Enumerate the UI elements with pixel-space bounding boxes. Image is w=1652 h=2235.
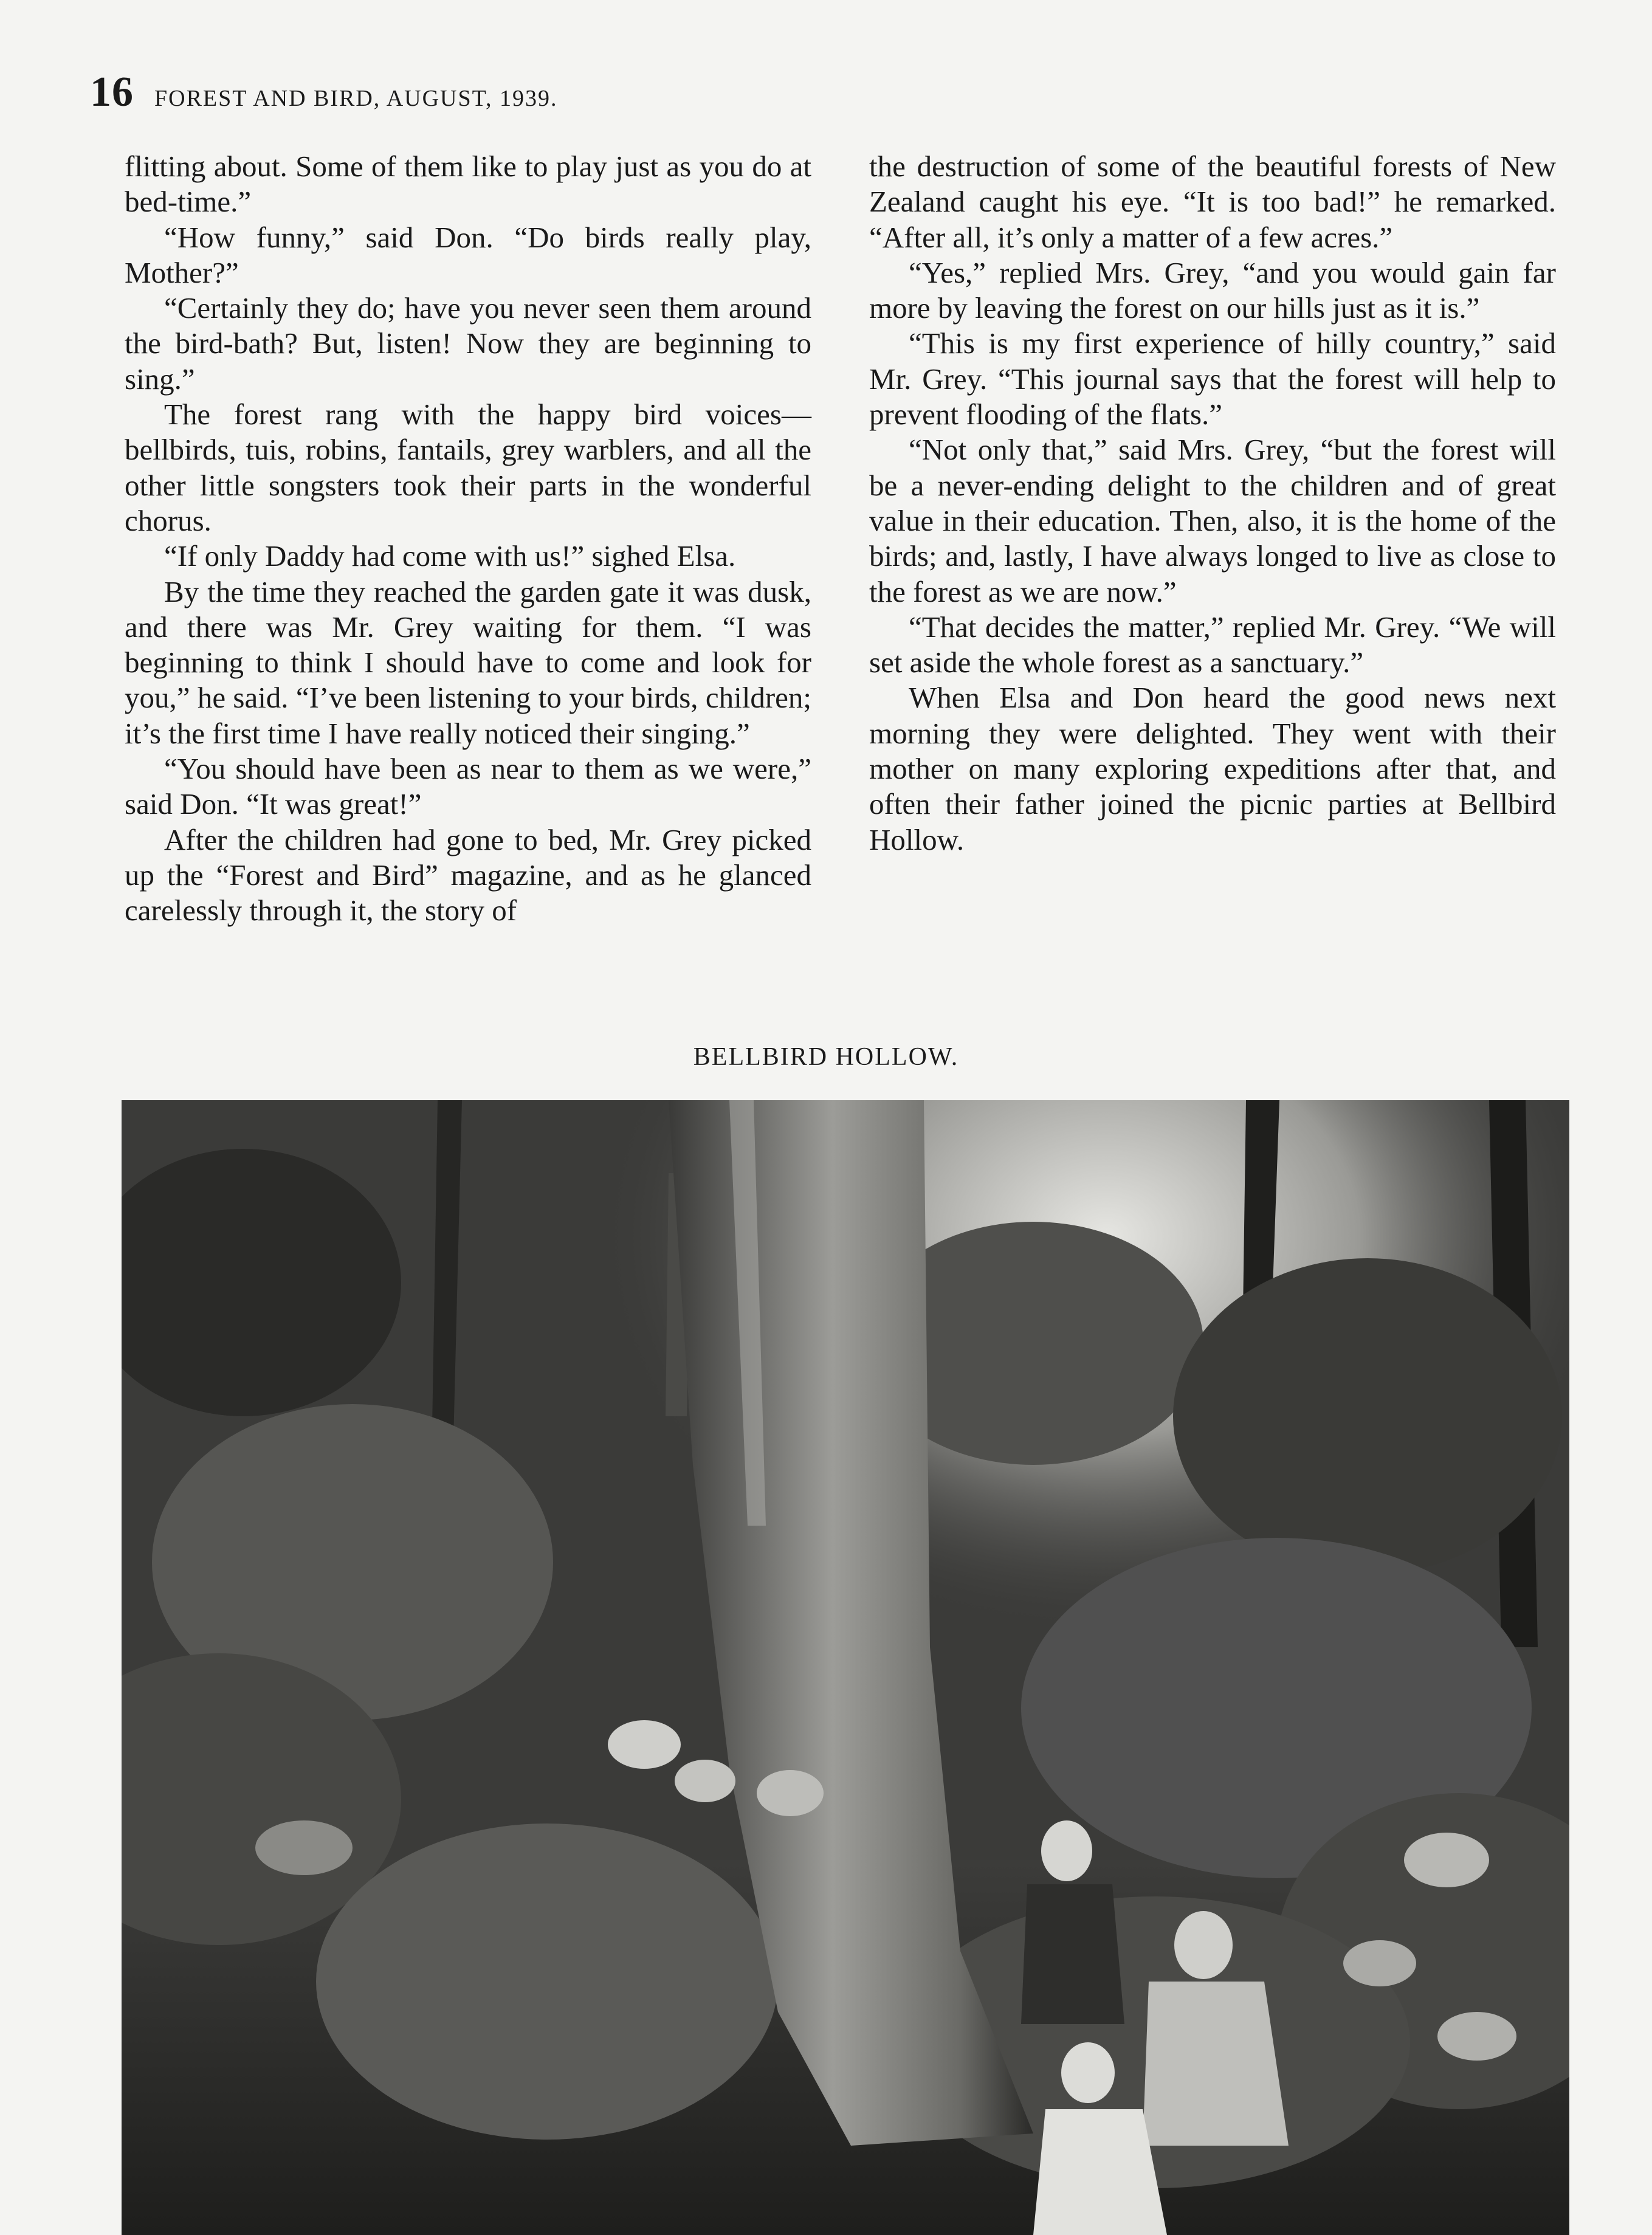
page-number: 16 bbox=[90, 69, 134, 115]
paragraph: When Elsa and Don heard the good news next morning they were delighted. They went with their mother on many exploring expeditions after that, and often their father joined the picnic parties at Bellbird Hollow. bbox=[869, 681, 1556, 856]
paragraph: By the time they reached the garden gate it was dusk, and there was Mr. Grey waiting for them. “I was beginning to think I should have to come and look for you,” he said. “I’ve been listening to your birds, children; it’s the first time I have really noticed their singing.” bbox=[125, 574, 811, 750]
paragraph: “You should have been as near to them as we were,” said Don. “It was great!” bbox=[125, 752, 811, 821]
paragraph: “Not only that,” said Mrs. Grey, “but the forest will be a never-ending delight to the children and of great value in their education. Then, also, it is the home of the birds; and, lastly, I have always longed to live as close to the forest as we are now.” bbox=[869, 433, 1556, 608]
paragraph: flitting about. Some of them like to play just as you do at bed-time.” bbox=[125, 150, 811, 219]
right-text-column bbox=[869, 149, 1556, 858]
paragraph: the destruction of some of the beautiful forests of New Zealand caught his eye. “It is too bad!” he remarked. “After all, it’s only a matter of a few acres.” bbox=[869, 150, 1556, 254]
photo-caption: BELLBIRD HOLLOW. bbox=[693, 1043, 959, 1071]
paragraph: “That decides the matter,” replied Mr. Grey. “We will set aside the whole forest as a sanctuary.” bbox=[869, 610, 1556, 680]
forest-photograph bbox=[122, 1100, 1569, 2235]
page-header bbox=[90, 68, 558, 117]
paragraph: “This is my first experience of hilly country,” said Mr. Grey. “This journal says that the forest will help to prevent flooding of the flats.” bbox=[869, 326, 1556, 432]
paragraph: The forest rang with the happy bird voices— bellbirds, tuis, robins, fantails, grey warblers, and all the other little songsters took their parts in the wonderful chorus. bbox=[125, 398, 811, 537]
paragraph: “Yes,” replied Mrs. Grey, “and you would gain far more by leaving the forest on our hills just as it is.” bbox=[869, 255, 1556, 325]
left-text-column bbox=[125, 149, 811, 929]
running-head: FOREST AND BIRD, AUGUST, 1939. bbox=[154, 86, 558, 111]
paragraph: “How funny,” said Don. “Do birds really play, Mother?” bbox=[125, 220, 811, 289]
paragraph: “If only Daddy had come with us!” sighed Elsa. bbox=[164, 539, 736, 573]
paragraph: “Certainly they do; have you never seen them around the bird-bath? But, listen! Now they are beginning to sing.” bbox=[125, 291, 811, 396]
paragraph: After the children had gone to bed, Mr. Grey picked up the “Forest and Bird” magazine, and as he glanced carelessly through it, the story of bbox=[125, 822, 811, 928]
